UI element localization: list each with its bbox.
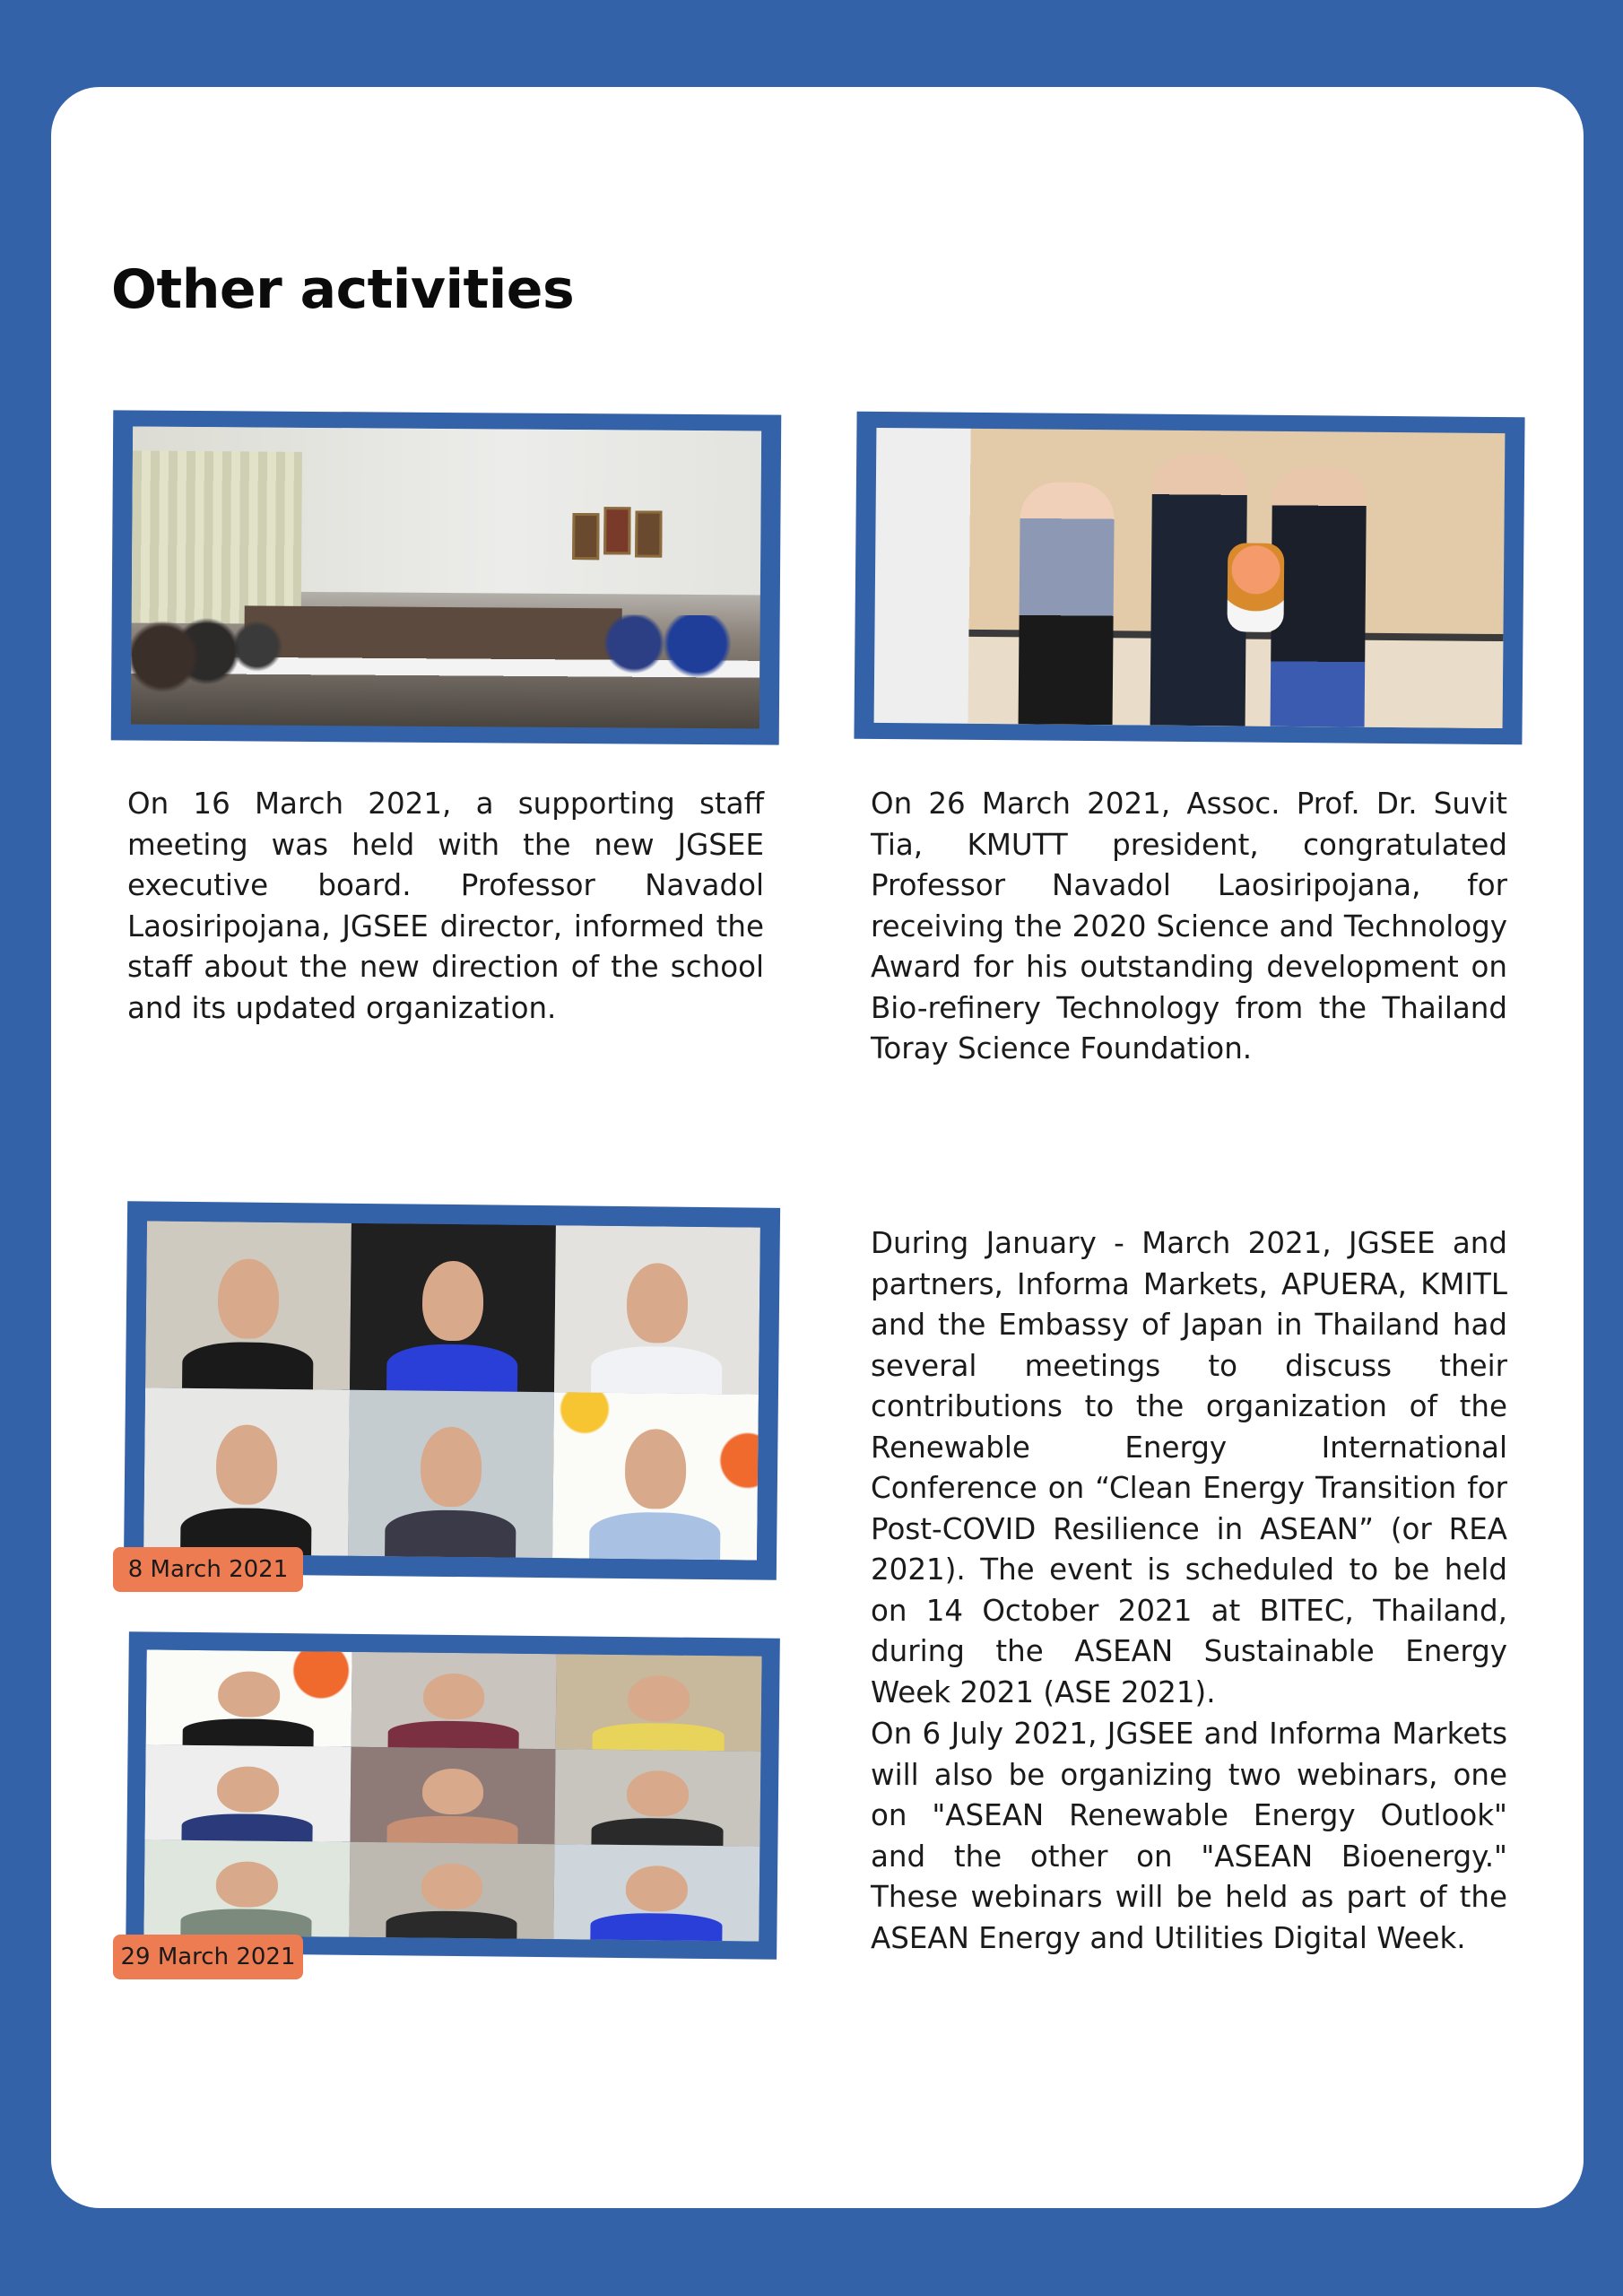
date-tag-8-march: 8 March 2021: [113, 1547, 303, 1592]
video-call-2-screenshot: [143, 1649, 761, 1941]
award-photo: [874, 428, 1506, 728]
webinars-text: On 6 July 2021, JGSEE and Informa Markets will also be organizing two webinars, one on "ASEAN Renewable Energy Outlook" and the other on "ASEAN Bioenergy." These webinars will be held as part of the ASEAN Energy and Utilities Digital Week.: [871, 1717, 1507, 1955]
date-tag-29-march: 29 March 2021: [113, 1935, 303, 1979]
photo-frame-award: [854, 412, 1524, 744]
award-text: On 26 March 2021, Assoc. Prof. Dr. Suvit Tia, KMUTT president, congratulated Professor Navadol Laosiripojana, for receiving the 2020 Science and Technology Award for his outstanding development on Bio-refinery Technology from the Thailand Toray Science Foundation.: [871, 787, 1507, 1065]
page-title: Other activities: [111, 258, 575, 321]
photo-frame-staff-meeting: [111, 410, 782, 744]
photo-frame-video-call-2: [126, 1631, 780, 1960]
conference-text: During January - March 2021, JGSEE and partners, Informa Markets, APUERA, KMITL and the Embassy of Japan in Thailand had several meetings to discuss their contributions to the organization of the Renewable Energy International Conference on “Clean Energy Transition for Post-COVID Resilience in ASEAN” (or REA 2021). The event is scheduled to be held on 14 October 2021 at BITEC, Thailand, during the ASEAN Sustainable Energy Week 2021 (ASE 2021).: [871, 1226, 1507, 1709]
staff-meeting-text: On 16 March 2021, a supporting staff meeting was held with the new JGSEE executive board. Professor Navadol Laosiripojana, JGSEE director, informed the staff about the new direction of the school and its updated organization.: [127, 787, 764, 1025]
video-call-1-screenshot: [143, 1221, 760, 1560]
staff-meeting-photo: [131, 427, 761, 729]
photo-frame-video-call-1: [124, 1201, 780, 1580]
